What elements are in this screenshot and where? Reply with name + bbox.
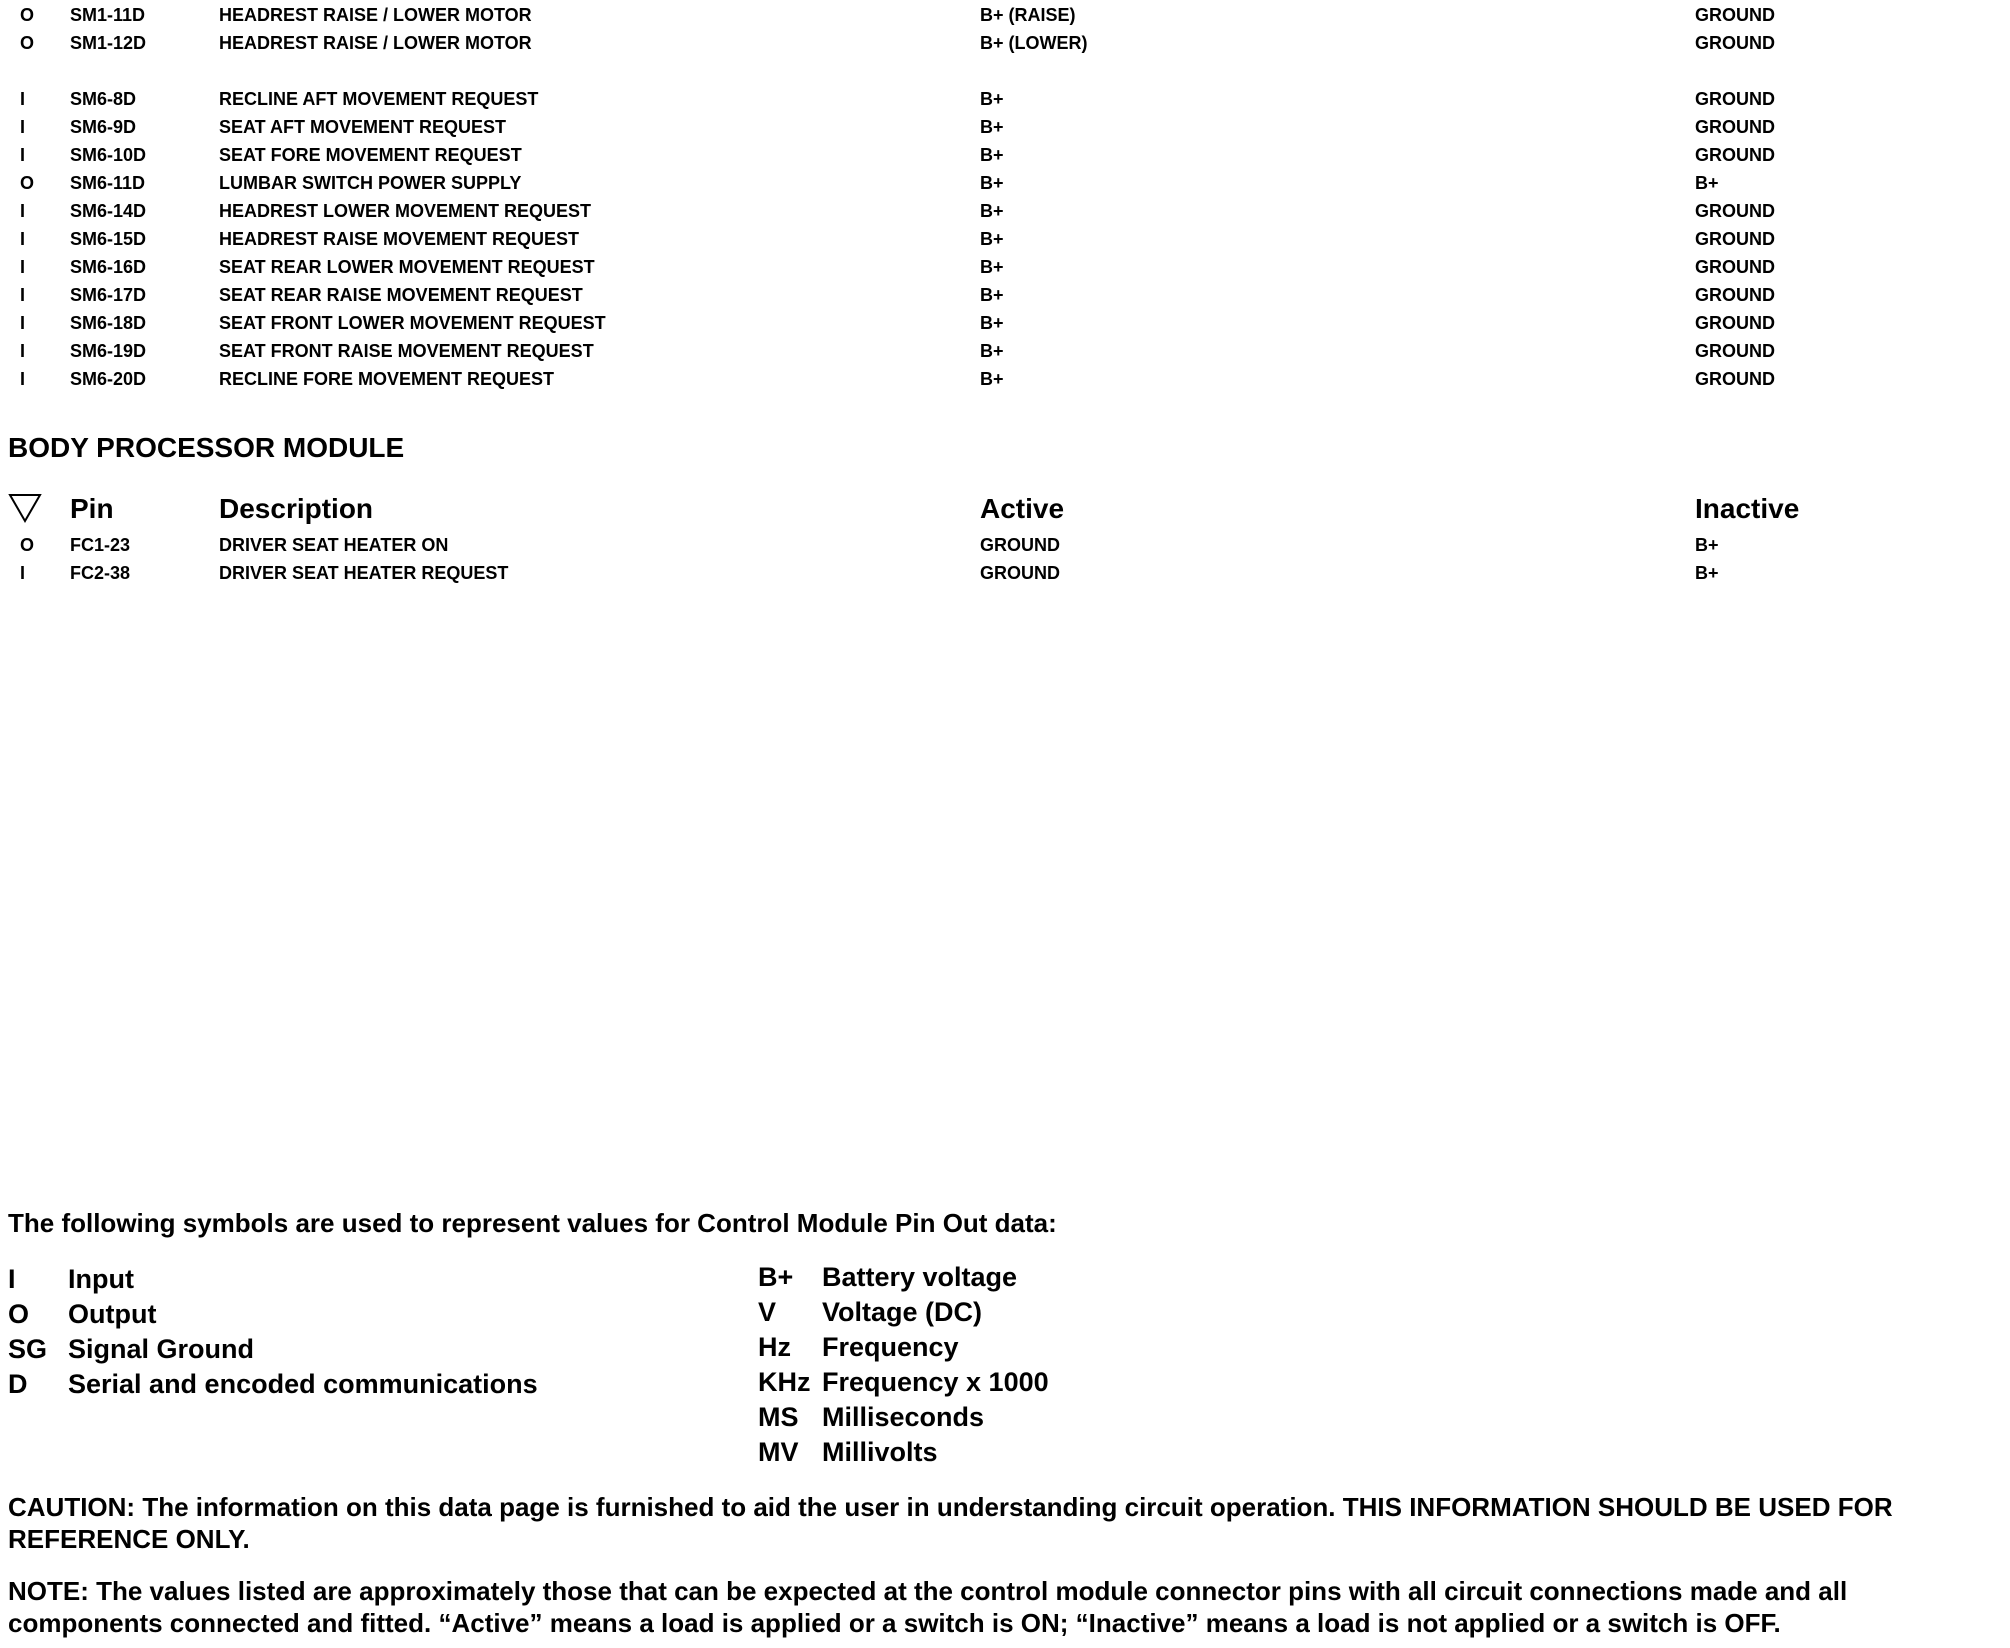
description-cell: SEAT AFT MOVEMENT REQUEST: [219, 117, 507, 137]
caution-text: CAUTION: The information on this data page is furnished to aid the user in understanding circuit operation. THIS INFORMATION SHOULD BE USED FOR REFERENCE ONLY.: [8, 1492, 1893, 1554]
inactive-cell: GROUND: [1695, 257, 1775, 277]
active-cell: GROUND: [980, 563, 1060, 583]
legend-symbol: I: [8, 1264, 16, 1294]
description-cell: SEAT FRONT LOWER MOVEMENT REQUEST: [219, 313, 606, 333]
legend-meaning: Signal Ground: [68, 1334, 254, 1364]
pin-cell: SM1-11D: [70, 5, 146, 25]
description-cell: RECLINE FORE MOVEMENT REQUEST: [219, 369, 555, 389]
inactive-cell: B+: [1695, 173, 1719, 193]
section-title: BODY PROCESSOR MODULE: [8, 432, 405, 463]
legend-meaning: Milliseconds: [822, 1402, 985, 1432]
pin-cell: SM6-10D: [70, 145, 147, 165]
description-cell: SEAT REAR RAISE MOVEMENT REQUEST: [219, 285, 583, 305]
table-row: [0, 531, 2010, 559]
table-row: [0, 169, 2010, 197]
active-cell: B+: [980, 341, 1004, 361]
inactive-cell: GROUND: [1695, 117, 1775, 137]
pin-cell: SM6-14D: [70, 201, 147, 221]
table-row: [0, 1, 2010, 29]
active-cell: B+: [980, 285, 1004, 305]
pin-cell: SM6-9D: [70, 117, 137, 137]
description-cell: HEADREST RAISE / LOWER MOTOR: [219, 5, 532, 25]
io-cell: O: [20, 5, 35, 25]
inactive-cell: GROUND: [1695, 145, 1775, 165]
legend-meaning: Voltage (DC): [822, 1297, 982, 1327]
inactive-cell: GROUND: [1695, 5, 1775, 25]
description-cell: RECLINE AFT MOVEMENT REQUEST: [219, 89, 539, 109]
active-cell: B+: [980, 229, 1004, 249]
io-cell: I: [20, 201, 26, 221]
legend-meaning: Battery voltage: [822, 1262, 1018, 1292]
io-cell: O: [20, 173, 35, 193]
active-cell: B+ (LOWER): [980, 33, 1088, 53]
pin-cell: FC1-23: [70, 535, 131, 555]
inactive-cell: B+: [1695, 535, 1719, 555]
pin-cell: SM6-18D: [70, 313, 147, 333]
io-cell: I: [20, 145, 26, 165]
inactive-cell: GROUND: [1695, 33, 1775, 53]
legend-symbol: SG: [8, 1334, 48, 1364]
pin-cell: SM1-12D: [70, 33, 147, 53]
legend-meaning: Output: [68, 1299, 157, 1329]
io-cell: I: [20, 229, 26, 249]
active-cell: B+: [980, 201, 1004, 221]
legend-intro: The following symbols are used to represent values for Control Module Pin Out data:: [8, 1208, 1057, 1238]
table-row: [0, 253, 2010, 281]
active-cell: B+: [980, 257, 1004, 277]
table-row: [0, 85, 2010, 113]
io-cell: I: [20, 117, 26, 137]
description-cell: SEAT REAR LOWER MOVEMENT REQUEST: [219, 257, 595, 277]
legend-symbol: V: [758, 1297, 777, 1327]
io-cell: I: [20, 369, 26, 389]
inactive-cell: GROUND: [1695, 313, 1775, 333]
table-row: [0, 309, 2010, 337]
inactive-cell: GROUND: [1695, 341, 1775, 361]
pin-cell: SM6-8D: [70, 89, 137, 109]
legend-meaning: Frequency x 1000: [822, 1367, 1049, 1397]
table-row: [0, 281, 2010, 309]
active-cell: B+: [980, 145, 1004, 165]
table-row: [0, 113, 2010, 141]
active-cell: B+: [980, 173, 1004, 193]
io-cell: O: [20, 33, 35, 53]
pin-cell: SM6-19D: [70, 341, 147, 361]
pin-cell: SM6-20D: [70, 369, 147, 389]
active-cell: B+ (RAISE): [980, 5, 1076, 25]
legend-meaning: Frequency: [822, 1332, 959, 1362]
table-row: [0, 225, 2010, 253]
legend-symbol: D: [8, 1369, 28, 1399]
table-row: [0, 141, 2010, 169]
inactive-cell: GROUND: [1695, 369, 1775, 389]
active-cell: B+: [980, 313, 1004, 333]
legend-symbol: O: [8, 1299, 30, 1329]
io-cell: I: [20, 257, 26, 277]
table-row: [0, 197, 2010, 225]
pin-cell: SM6-15D: [70, 229, 147, 249]
active-cell: GROUND: [980, 535, 1060, 555]
legend-symbol: KHz: [758, 1367, 811, 1397]
legend-meaning: Millivolts: [822, 1437, 938, 1467]
inactive-cell: GROUND: [1695, 89, 1775, 109]
pin-cell: SM6-17D: [70, 285, 147, 305]
io-cell: I: [20, 563, 26, 583]
legend-symbol: MS: [758, 1402, 799, 1432]
table-row: [0, 29, 2010, 57]
description-cell: LUMBAR SWITCH POWER SUPPLY: [219, 173, 522, 193]
active-cell: B+: [980, 369, 1004, 389]
table-row: [0, 365, 2010, 393]
io-cell: I: [20, 285, 26, 305]
io-cell: I: [20, 341, 26, 361]
legend-meaning: Input: [68, 1264, 134, 1294]
description-cell: SEAT FORE MOVEMENT REQUEST: [219, 145, 522, 165]
description-column-header: Description: [219, 493, 374, 524]
pin-cell: SM6-16D: [70, 257, 147, 277]
table-row: [0, 337, 2010, 365]
legend-symbol: B+: [758, 1262, 794, 1292]
triangle-down-icon: [8, 492, 42, 524]
io-cell: I: [20, 313, 26, 333]
pin-column-header: Pin: [70, 493, 114, 524]
legend-symbol: Hz: [758, 1332, 791, 1362]
table-row: [0, 559, 2010, 587]
inactive-cell: GROUND: [1695, 285, 1775, 305]
pin-cell: FC2-38: [70, 563, 131, 583]
description-cell: DRIVER SEAT HEATER ON: [219, 535, 449, 555]
description-cell: HEADREST RAISE / LOWER MOTOR: [219, 33, 532, 53]
active-cell: B+: [980, 89, 1004, 109]
inactive-cell: GROUND: [1695, 201, 1775, 221]
legend-meaning: Serial and encoded communications: [68, 1369, 538, 1399]
description-cell: SEAT FRONT RAISE MOVEMENT REQUEST: [219, 341, 594, 361]
description-cell: HEADREST RAISE MOVEMENT REQUEST: [219, 229, 580, 249]
inactive-cell: GROUND: [1695, 229, 1775, 249]
io-cell: I: [20, 89, 26, 109]
active-column-header: Active: [980, 493, 1065, 524]
inactive-cell: B+: [1695, 563, 1719, 583]
note-text: NOTE: The values listed are approximately those that can be expected at the control module connector pins with all circuit connections made and all components connected and fitted. “Active” means a load is applied or a switch is ON; “Inactive” means a load is not applied or a switch is OFF.: [8, 1576, 1848, 1638]
legend-symbol: MV: [758, 1437, 799, 1467]
inactive-column-header: Inactive: [1695, 493, 1800, 524]
active-cell: B+: [980, 117, 1004, 137]
pin-cell: SM6-11D: [70, 173, 146, 193]
description-cell: DRIVER SEAT HEATER REQUEST: [219, 563, 509, 583]
description-cell: HEADREST LOWER MOVEMENT REQUEST: [219, 201, 592, 221]
io-cell: O: [20, 535, 35, 555]
